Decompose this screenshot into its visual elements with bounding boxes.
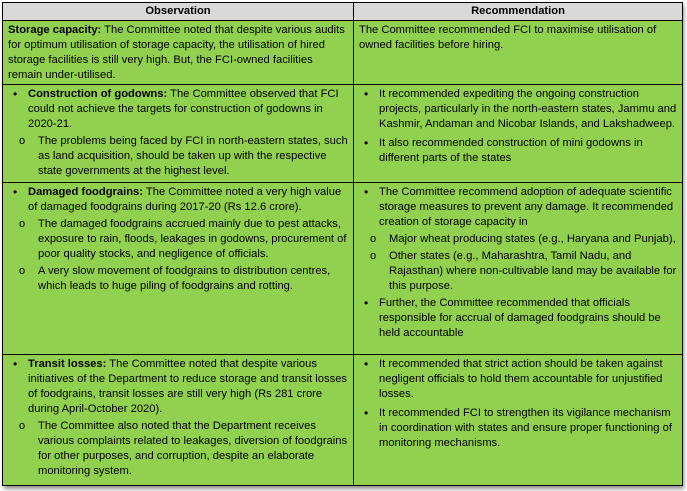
observation-text: The Committee noted that despite various audits for optimum utilisation of storage capacity, the utilisation of hired storage facilities is still very high. But, the FCI-owned facilities remain under-utilised.: [8, 24, 345, 81]
bullet-list: [8, 185, 348, 294]
list-item: [8, 87, 348, 132]
list-item: • It recommended that strict action should be taken against negligent officials to hold them accountable for unjustified losses.: [359, 357, 677, 402]
list-item: • It also recommended construction of mini godowns in different parts of the states: [359, 136, 677, 166]
row-title: Transit losses:: [28, 358, 107, 370]
sub-list-item: o The damaged foodgrains accrued mainly due to pest attacks, exposure to rain, floods, leakages in godowns, procurement of poor quality stocks, and negligence of officials.: [8, 217, 348, 262]
bullet-list: [359, 185, 677, 341]
sub-list-item: o A very slow movement of foodgrains to distribution centres, which leads to huge piling of foodgrains and rotting.: [8, 264, 348, 294]
observation-cell: [3, 85, 354, 183]
row-title: Damaged foodgrains:: [28, 186, 143, 198]
sub-list-item: o The problems being faced by FCI in north-eastern states, such as land acquisition, should be taken up with the respective state governments at the highest level.: [8, 134, 348, 179]
table-row: [3, 85, 683, 183]
sub-list-item: o Major wheat producing states (e.g., Haryana and Punjab),: [359, 232, 677, 247]
observation-recommendation-table: [2, 2, 683, 486]
comparison-table-frame: [2, 2, 682, 486]
observation-text: The Committee observed that FCI could not achieve the targets for construction of godowns in 2020-21.: [28, 88, 339, 130]
recommendation-header: Recommendation: [354, 3, 683, 21]
list-item: • It recommended FCI to strengthen its vigilance mechanism in coordination with states and ensure proper functioning of monitoring mechanisms.: [359, 406, 677, 451]
list-item: • It recommended expediting the ongoing construction projects, particularly in the north-eastern states, Jammu and Kashmir, Andaman and Nicobar Islands, and Lakshadweep.: [359, 87, 677, 132]
list-item: [8, 185, 348, 215]
bullet-list: [8, 87, 348, 179]
sub-list-item: o The Committee also noted that the Department receives various complaints related to leakages, diversion of foodgrains for other purposes, and corruption, despite an elaborate monitoring system.: [8, 419, 348, 479]
observation-header: Observation: [3, 3, 354, 21]
recommendation-cell: [354, 85, 683, 183]
row-title: Construction of godowns:: [28, 88, 168, 100]
table-row: [3, 21, 683, 85]
bullet-list: [8, 357, 348, 479]
recommendation-cell: [354, 183, 683, 355]
table-row: [3, 183, 683, 355]
table-row: [3, 355, 683, 486]
bullet-list: [359, 357, 677, 451]
bullet-list: [359, 87, 677, 166]
observation-cell: [3, 183, 354, 355]
list-item: [8, 357, 348, 417]
list-item: • The Committee recommend adoption of adequate scientific storage measures to prevent any damage. It recommended creation of storage capacity in: [359, 185, 677, 230]
observation-text: The Committee noted that despite various initiatives of the Department to reduce storage and transit losses of foodgrains, transit losses are still very high (Rs 281 crore during April-October 2020).: [28, 358, 348, 415]
header-row: [3, 3, 683, 21]
list-item: • Further, the Committee recommended that officials responsible for accrual of damaged foodgrains should be held accountable: [359, 296, 677, 341]
observation-cell: [3, 355, 354, 486]
observation-cell: [3, 21, 354, 85]
recommendation-cell: [354, 21, 683, 85]
sub-list-item: o Other states (e.g., Maharashtra, Tamil Nadu, and Rajasthan) where non-cultivable land may be available for this purpose.: [359, 249, 677, 294]
recommendation-cell: [354, 355, 683, 486]
observation-text: The Committee noted a very high value of damaged foodgrains during 2017-20 (Rs 12.6 crore).: [28, 186, 342, 213]
row-title: Storage capacity:: [8, 24, 102, 36]
recommendation-text: The Committee recommended FCI to maximise utilisation of owned facilities before hiring.: [359, 24, 657, 51]
